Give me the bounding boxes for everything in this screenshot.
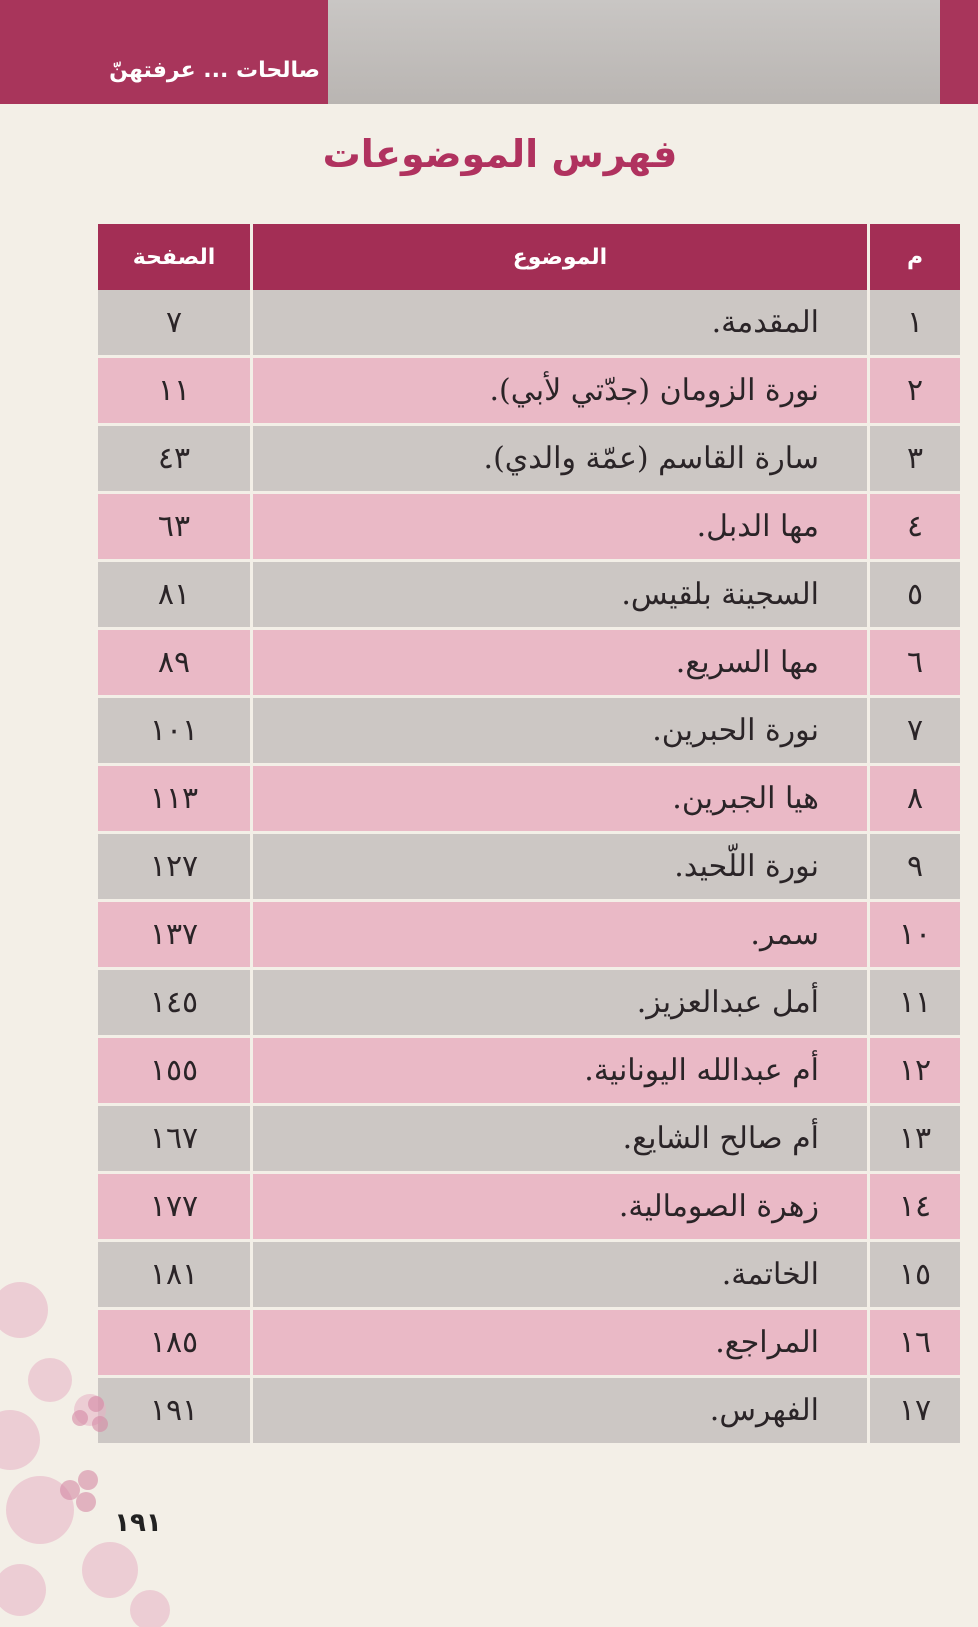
table-row: [98, 1378, 960, 1446]
table-row: [98, 1242, 960, 1310]
row-title: سمر.: [253, 902, 870, 970]
row-page: ١٨١: [98, 1242, 253, 1310]
row-page: ١٤٥: [98, 970, 253, 1038]
row-title: السجينة بلقيس.: [253, 562, 870, 630]
row-num: ١٥: [870, 1242, 960, 1310]
row-num: ١١: [870, 970, 960, 1038]
table-row: [98, 834, 960, 902]
row-title: المقدمة.: [253, 290, 870, 358]
table-row: [98, 1106, 960, 1174]
row-num: ٥: [870, 562, 960, 630]
table-row: [98, 1038, 960, 1106]
row-num: ٨: [870, 766, 960, 834]
row-title: نورة الحبرين.: [253, 698, 870, 766]
row-title: مها السريع.: [253, 630, 870, 698]
page-number: ١٩١: [114, 1508, 162, 1538]
row-page: ١٠١: [98, 698, 253, 766]
row-title: سارة القاسم (عمّة والدي).: [253, 426, 870, 494]
table-row: [98, 970, 960, 1038]
row-page: ١٦٧: [98, 1106, 253, 1174]
table-row: [98, 630, 960, 698]
row-title: المراجع.: [253, 1310, 870, 1378]
row-title: أم عبدالله اليونانية.: [253, 1038, 870, 1106]
row-num: ٢: [870, 358, 960, 426]
row-num: ٤: [870, 494, 960, 562]
table-row: [98, 290, 960, 358]
table-row: [98, 562, 960, 630]
row-num: ٦: [870, 630, 960, 698]
header-title: الموضوع: [253, 224, 870, 290]
row-num: ١٤: [870, 1174, 960, 1242]
table-row: [98, 902, 960, 970]
table-of-contents: [98, 224, 960, 1446]
table-row: [98, 766, 960, 834]
row-num: ٣: [870, 426, 960, 494]
row-num: ١٣: [870, 1106, 960, 1174]
row-page: ٨١: [98, 562, 253, 630]
row-title: الخاتمة.: [253, 1242, 870, 1310]
table-row: [98, 698, 960, 766]
row-title: زهرة الصومالية.: [253, 1174, 870, 1242]
table-header-row: [98, 224, 960, 290]
row-title: الفهرس.: [253, 1378, 870, 1446]
row-num: ١٠: [870, 902, 960, 970]
row-num: ٧: [870, 698, 960, 766]
row-title: نورة الزومان (جدّتي لأبي).: [253, 358, 870, 426]
row-num: ٩: [870, 834, 960, 902]
row-page: ١١٣: [98, 766, 253, 834]
header-band-edge: [940, 0, 978, 104]
header-band-right: [328, 0, 940, 104]
table-row: [98, 426, 960, 494]
row-title: نورة اللّحيد.: [253, 834, 870, 902]
row-page: ٦٣: [98, 494, 253, 562]
book-title: صالحات ... عرفتهنّ: [109, 58, 320, 83]
table-body: [98, 290, 960, 1446]
row-title: أم صالح الشايع.: [253, 1106, 870, 1174]
row-page: ١٢٧: [98, 834, 253, 902]
row-page: ١٩١: [98, 1378, 253, 1446]
row-page: ٧: [98, 290, 253, 358]
row-page: ١٣٧: [98, 902, 253, 970]
row-page: ١١: [98, 358, 253, 426]
table-row: [98, 494, 960, 562]
row-page: ١٧٧: [98, 1174, 253, 1242]
header-num: م: [870, 224, 960, 290]
row-num: ١٧: [870, 1378, 960, 1446]
row-page: ٤٣: [98, 426, 253, 494]
row-title: هيا الجبرين.: [253, 766, 870, 834]
row-page: ٨٩: [98, 630, 253, 698]
row-page: ١٨٥: [98, 1310, 253, 1378]
row-title: مها الدبل.: [253, 494, 870, 562]
row-page: ١٥٥: [98, 1038, 253, 1106]
row-num: ١: [870, 290, 960, 358]
row-num: ١٢: [870, 1038, 960, 1106]
header-page: الصفحة: [98, 224, 253, 290]
row-num: ١٦: [870, 1310, 960, 1378]
table-row: [98, 1174, 960, 1242]
table-row: [98, 1310, 960, 1378]
floral-decoration: [0, 1270, 200, 1627]
table-row: [98, 358, 960, 426]
row-title: أمل عبدالعزيز.: [253, 970, 870, 1038]
page-title: فهرس الموضوعات: [322, 132, 678, 176]
